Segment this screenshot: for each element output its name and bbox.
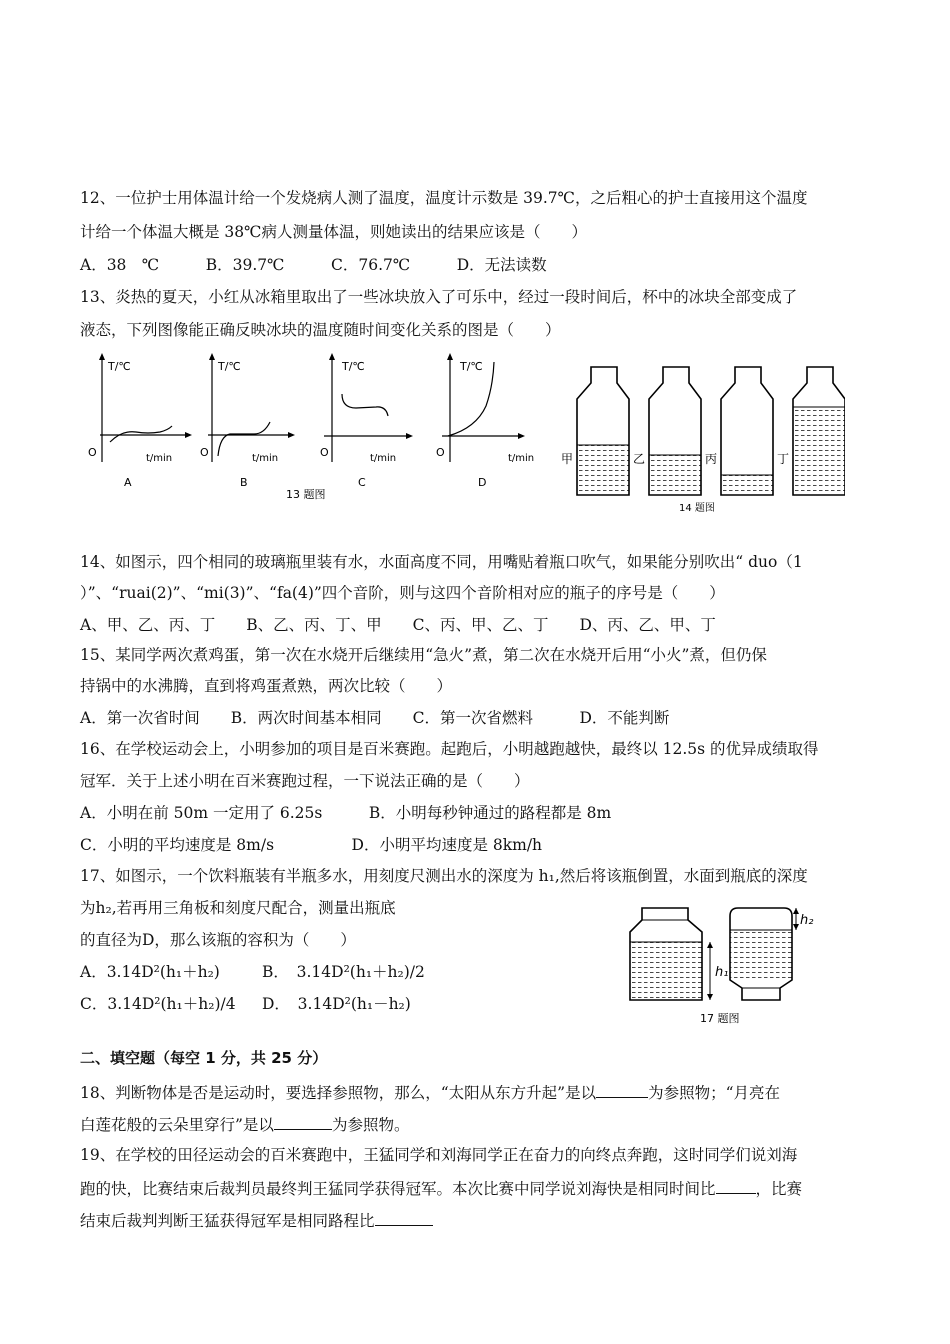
q18-line1 [80, 1081, 780, 1103]
q14-line1: 14、如图示，四个相同的玻璃瓶里装有水，水面高度不同，用嘴贴着瓶口吹气，如果能分别吹出“ duo（1 [80, 553, 803, 571]
fig14-caption: 14 题图 [679, 503, 715, 513]
q17-option-c: C．3.14D²(h₁＋h₂)/4 [80, 995, 236, 1013]
q19-line3 [80, 1209, 433, 1231]
q15-line1: 15、某同学两次煮鸡蛋，第一次在水烧开后继续用“急火”煮，第二次在水烧开后用“小火”煮，但仍保 [80, 646, 767, 664]
q17-line1: 17、如图示，一个饮料瓶装有半瓶多水，用刻度尺测出水的深度为 h₁,然后将该瓶倒置，水面到瓶底的深度 [80, 867, 808, 885]
q16-options2: C．小明的平均速度是 8m/s D．小明平均速度是 8km/h [80, 836, 543, 854]
q19-blank-2[interactable] [375, 1209, 433, 1226]
q16-line1: 16、在学校运动会上，小明参加的项目是百米赛跑。起跑后，小明越跑越快，最终以 12.5s 的优异成绩取得 [80, 740, 819, 758]
q18-blank-1[interactable] [596, 1081, 648, 1098]
panel-label-b: B [240, 476, 248, 489]
x-label: t/min [146, 453, 173, 464]
panel-label-c: C [358, 476, 366, 489]
section2-title: 二、填空题（每空 1 分，共 25 分） [80, 1049, 328, 1067]
fig17-caption: 17 题图 [700, 1012, 740, 1025]
q13-line2: 液态，下列图像能正确反映冰块的温度随时间变化关系的图是（ ） [80, 321, 561, 339]
q17-option-d: D． 3.14D²(h₁－h₂) [262, 995, 411, 1013]
graph-c [320, 353, 413, 489]
fig13-caption: 13 题图 [286, 488, 326, 501]
q13-line1: 13、炎热的夏天，小红从冰箱里取出了一些冰块放入了可乐中，经过一段时间后，杯中的冰块全部变成了 [80, 288, 798, 306]
origin-label: O [200, 446, 209, 459]
q19-blank-1[interactable] [716, 1177, 756, 1194]
x-label: t/min [508, 453, 535, 464]
q19-line2a: 跑的快，比赛结束后裁判员最终判王猛同学获得冠军。本次比赛中同学说刘海快是相同时间比 [80, 1180, 716, 1198]
origin-label: O [436, 446, 445, 459]
q15-options: A．第一次省时间 B．两次时间基本相同 C．第一次省燃料 D．不能判断 [80, 709, 670, 727]
q18-line2b: 为参照物。 [331, 1116, 410, 1134]
bottle-jia [561, 367, 629, 495]
q14-line2: ）”、“ruai(2)”、“mi(3)”、“fa(4)”四个音阶，则与这四个音阶相对应的瓶子的序号是（ ） [80, 584, 725, 602]
q18-line1b: 为参照物；“月亮在 [648, 1084, 781, 1102]
q16-options1: A．小明在前 50m 一定用了 6.25s B．小明每秒钟通过的路程都是 8m [80, 804, 612, 822]
q18-line1a: 18、判断物体是否是运动时，要选择参照物，那么，“太阳从东方升起”是以 [80, 1084, 597, 1102]
y-label: T/℃ [108, 360, 131, 373]
bottle-label: 丙 [705, 452, 718, 466]
q14-options: A、甲、乙、丙、丁 B、乙、丙、丁、甲 C、丙、甲、乙、丁 D、丙、乙、甲、丁 [80, 616, 716, 634]
figure-17 [620, 900, 820, 1028]
q17-option-a: A．3.14D²(h₁＋h₂) [80, 963, 220, 981]
panel-label-a: A [124, 476, 132, 489]
q18-line2a: 白莲花般的云朵里穿行”是以 [80, 1116, 274, 1134]
q19-line1: 19、在学校的田径运动会的百米赛跑中，王猛同学和刘海同学正在奋力的向终点奔跑，这时同学们说刘海 [80, 1146, 798, 1164]
y-label: T/℃ [460, 360, 483, 373]
bottle-yi [633, 367, 701, 495]
q18-blank-2[interactable] [274, 1113, 332, 1130]
origin-label: O [88, 446, 97, 459]
q12-line2: 计给一个体温大概是 38℃病人测量体温，则她读出的结果应该是（ ） [80, 223, 587, 241]
h2-label: h₂ [800, 913, 814, 928]
panel-label-d: D [478, 476, 487, 489]
h1-label: h₁ [715, 965, 729, 980]
q16-line2: 冠军．关于上述小明在百米赛跑过程，一下说法正确的是（ ） [80, 772, 530, 790]
origin-label: O [320, 446, 329, 459]
bottle-upright [630, 908, 728, 1000]
figure-13 [80, 350, 560, 510]
q19-line2b: ，比赛 [755, 1180, 803, 1198]
bottle-bing [705, 367, 773, 495]
q18-line2 [80, 1113, 409, 1135]
q12-options: A．38 ℃ B．39.7℃ C．76.7℃ D．无法读数 [80, 256, 547, 274]
q19-line2 [80, 1177, 802, 1199]
q17-line3: 的直径为D，那么该瓶的容积为（ ） [80, 931, 356, 949]
q17-line2: 为h₂,若再用三角板和刻度尺配合，测量出瓶底 [80, 899, 396, 917]
figure-14 [555, 363, 845, 513]
bottle-ding [777, 367, 845, 495]
graph-b [200, 353, 295, 489]
bottle-inverted [730, 908, 813, 1000]
graph-a [88, 353, 192, 489]
bottle-label: 甲 [561, 452, 574, 466]
q15-line2: 持锅中的水沸腾，直到将鸡蛋煮熟，两次比较（ ） [80, 677, 453, 695]
y-label: T/℃ [218, 360, 241, 373]
q12-line1: 12、一位护士用体温计给一个发烧病人测了温度，温度计示数是 39.7℃，之后粗心的护士直接用这个温度 [80, 189, 808, 207]
bottle-label: 乙 [633, 452, 646, 466]
x-label: t/min [252, 453, 279, 464]
q17-option-b: B． 3.14D²(h₁＋h₂)/2 [262, 963, 425, 981]
x-label: t/min [370, 453, 397, 464]
q19-line3a: 结束后裁判判断王猛获得冠军是相同路程比 [80, 1212, 375, 1230]
bottle-label: 丁 [777, 452, 790, 466]
y-label: T/℃ [342, 360, 365, 373]
graph-d [436, 353, 534, 489]
